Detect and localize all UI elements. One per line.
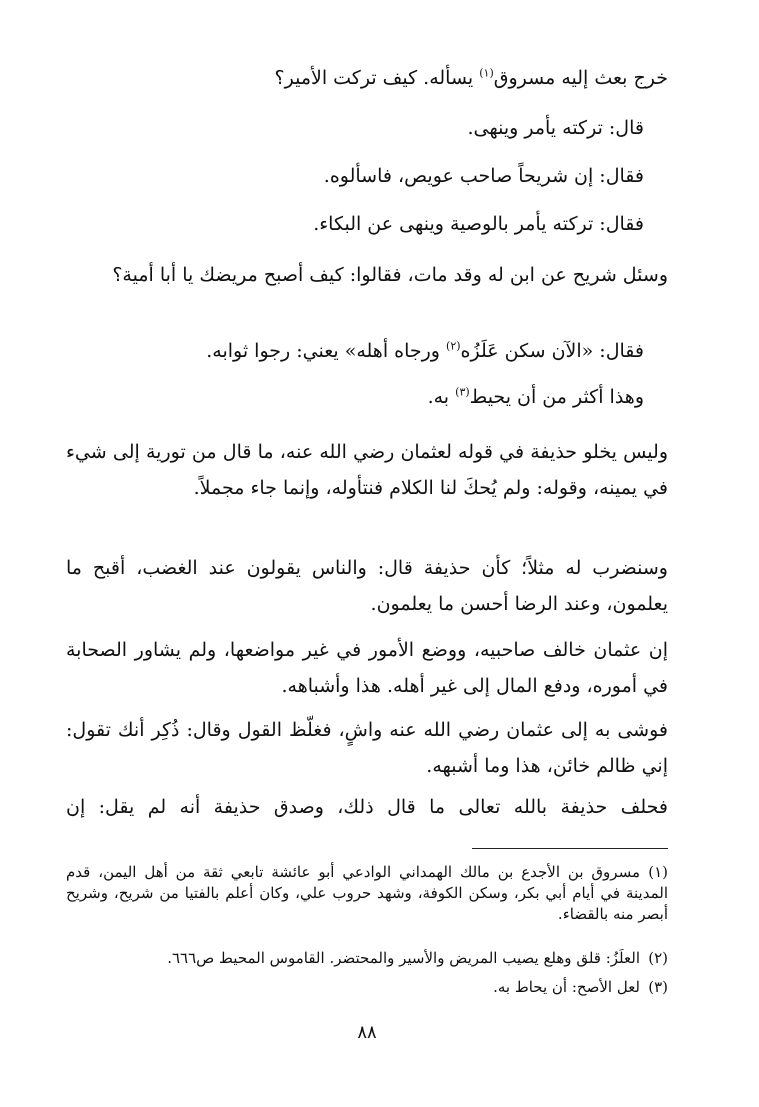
paragraph-4-text: فقال: تركته يأمر بالوصية وينهى عن البكاء.	[313, 213, 644, 235]
paragraph-7	[66, 385, 644, 409]
paragraph-1	[66, 66, 668, 90]
footnote-1-text: مسروق بن الأجدع بن مالك الهمداني الوادعي أبو عائشة تابعي ثقة من أهل اليمن، قدم المدينة في أيام أبي بكر، وسكن الكوفة، وشهد حروب علي، وكان أعلم بالفتيا من شريح، وشريح أبصر منه بالقضاء.	[66, 863, 668, 923]
footnote-ref-3: (٣)	[455, 385, 470, 399]
paragraph-6-text: فقال: «الآن سكن عَلَزُه	[460, 340, 644, 362]
paragraph-8	[66, 434, 668, 506]
paragraph-11	[66, 712, 668, 784]
paragraph-9	[66, 550, 668, 622]
paragraph-12	[66, 795, 668, 819]
paragraph-7-after: به.	[427, 386, 456, 408]
paragraph-11-text: فوشى به إلى عثمان رضي الله عنه واشٍ، فغلّظ القول وقال: ذُكِر أنك تقول: إني ظالم خائن، هذا وما أشبهه.	[66, 719, 668, 777]
paragraph-2	[66, 116, 644, 140]
footnote-2-text: العلَزُ: قلق وهلع يصيب المريض والأسير والمحتضر. القاموس المحيط ص٦٦٦.	[167, 949, 640, 967]
paragraph-5	[66, 258, 668, 293]
footnote-1	[66, 862, 668, 925]
paragraph-3	[66, 164, 644, 188]
paragraph-1-text: خرج بعث إليه مسروق	[493, 67, 668, 89]
paragraph-3-text: فقال: إن شريحاً صاحب عويص، فاسألوه.	[323, 165, 644, 187]
footnote-2-number: (٢)	[648, 949, 668, 967]
footnote-ref-1: (١)	[479, 66, 494, 80]
paragraph-4	[66, 212, 644, 236]
paragraph-10	[66, 632, 668, 704]
footnote-1-number: (١)	[648, 863, 668, 881]
footnote-3-number: (٣)	[648, 978, 668, 996]
paragraph-12-text: فحلف حذيفة بالله تعالى ما قال ذلك، وصدق حذيفة أنه لم يقل: إن	[66, 796, 668, 818]
paragraph-9-text: وسنضرب له مثلاً؛ كأن حذيفة قال: والناس يقولون عند الغضب، أقبح ما يعلمون، وعند الرضا أحسن ما يعلمون.	[66, 557, 668, 615]
paragraph-10-text: إن عثمان خالف صاحبيه، ووضع الأمور في غير مواضعها، ولم يشاور الصحابة في أموره، ودفع المال إلى غير أهله. هذا وأشباهه.	[66, 639, 668, 697]
paragraph-7-text: وهذا أكثر من أن يحيط	[469, 386, 644, 408]
footnote-ref-2: (٢)	[446, 339, 461, 353]
paragraph-1-after: يسأله. كيف تركت الأمير؟	[274, 67, 480, 89]
paragraph-6	[66, 339, 644, 363]
footnote-3	[66, 977, 668, 998]
paragraph-6-after: ورجاه أهله» يعني: رجوا ثوابه.	[206, 340, 447, 362]
footnote-2	[66, 948, 668, 969]
paragraph-2-text: قال: تركته يأمر وينهى.	[467, 117, 644, 139]
page-number: ٨٨	[357, 1022, 377, 1043]
footnote-divider	[472, 848, 668, 849]
paragraph-5-text: وسئل شريح عن ابن له وقد مات، فقالوا: كيف أصبح مريضك يا أبا أمية؟	[112, 264, 668, 286]
paragraph-8-text: وليس يخلو حذيفة في قوله لعثمان رضي الله عنه، ما قال من تورية إلى شيء في يمينه، وقوله: ولم يُحكَ لنا الكلام فنتأوله، وإنما جاء مجملاً.	[66, 441, 668, 499]
footnote-3-text: لعل الأصح: أن يحاط به.	[493, 978, 640, 996]
